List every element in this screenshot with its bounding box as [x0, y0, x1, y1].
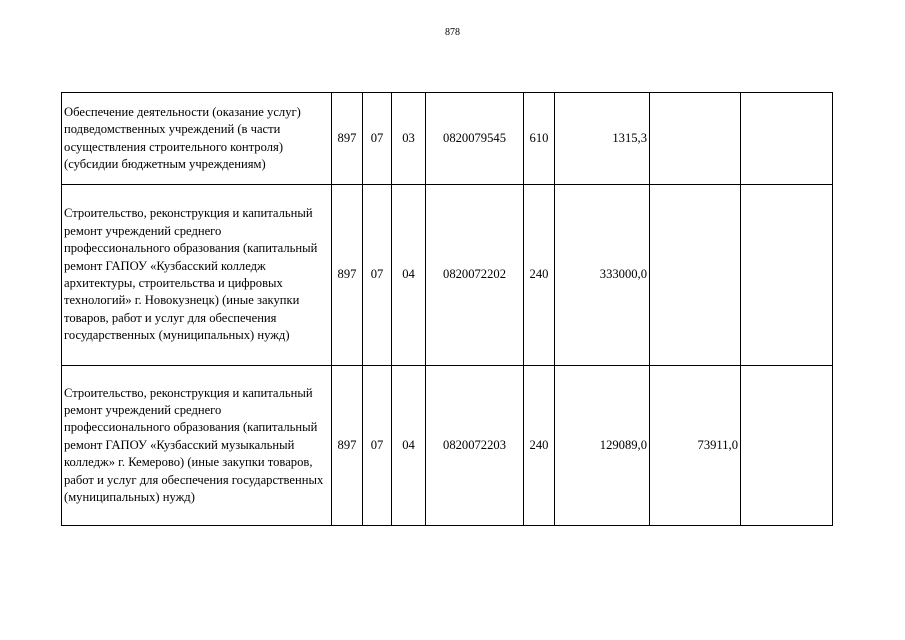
section-code: 07	[363, 366, 392, 526]
sum-column-1: 1315,3	[555, 93, 650, 185]
sum-column-2: 73911,0	[650, 366, 741, 526]
subsection-code: 04	[392, 366, 426, 526]
table-row	[62, 185, 833, 366]
row-description: Строительство, реконструкция и капитальный ремонт учреждений среднего профессионального образования (капитальный ремонт ГАПОУ «Кузбасский музыкальный колледж» г. Кемерово) (иные закупки товаров, работ и услуг для обеспечения государственных (муниципальных) нужд)	[62, 366, 332, 526]
grbs-code: 897	[332, 366, 363, 526]
expense-type-code: 610	[524, 93, 555, 185]
sum-column-1: 129089,0	[555, 366, 650, 526]
sum-column-1: 333000,0	[555, 185, 650, 366]
target-article-code: 0820072202	[426, 185, 524, 366]
grbs-code: 897	[332, 93, 363, 185]
target-article-code: 0820072203	[426, 366, 524, 526]
table-row	[62, 366, 833, 526]
grbs-code: 897	[332, 185, 363, 366]
expense-type-code: 240	[524, 185, 555, 366]
subsection-code: 04	[392, 185, 426, 366]
table-row	[62, 93, 833, 185]
row-description: Строительство, реконструкция и капитальный ремонт учреждений среднего профессионального образования (капитальный ремонт ГАПОУ «Кузбасский колледж архитектуры, строительства и цифровых технологий» г. Новокузнецк) (иные закупки товаров, работ и услуг для обеспечения государственных (муниципальных) нужд)	[62, 185, 332, 366]
sum-column-3	[741, 366, 833, 526]
section-code: 07	[363, 185, 392, 366]
section-code: 07	[363, 93, 392, 185]
budget-table	[61, 92, 833, 526]
sum-column-2	[650, 185, 741, 366]
sum-column-2	[650, 93, 741, 185]
page-number: 878	[445, 27, 460, 38]
sum-column-3	[741, 93, 833, 185]
target-article-code: 0820079545	[426, 93, 524, 185]
sum-column-3	[741, 185, 833, 366]
subsection-code: 03	[392, 93, 426, 185]
row-description: Обеспечение деятельности (оказание услуг) подведомственных учреждений (в части осуществления строительного контроля) (субсидии бюджетным учреждениям)	[62, 93, 332, 185]
expense-type-code: 240	[524, 366, 555, 526]
